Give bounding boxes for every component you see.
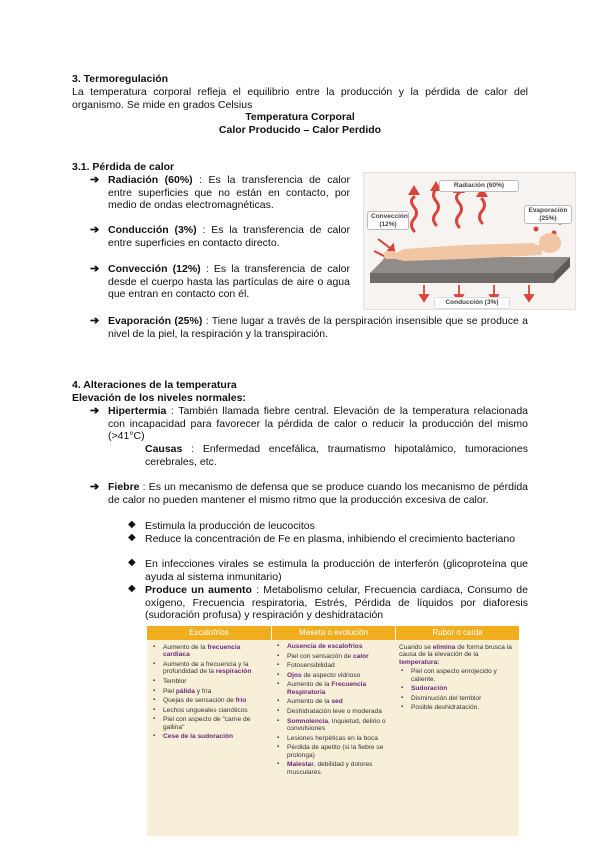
section-title-alteraciones: 4. Alteraciones de la temperatura: [72, 379, 237, 391]
arrow-icon: ➔: [90, 315, 100, 327]
formula-title: Temperatura Corporal: [245, 111, 355, 123]
conduccion-text: : Es la transferencia de calor entre superficies en contacto directo.: [108, 224, 350, 249]
list-item: ▪ Posible deshidratación.: [399, 704, 515, 711]
fever-phases-table: [147, 626, 519, 836]
list-item: ▪ Aumento de la frecuencia cardiaca: [151, 644, 267, 659]
hipertermia-paragraph: [108, 405, 528, 443]
list-item: ▪ Sudoración: [399, 685, 515, 692]
list-item: ▪ Lesiones herpéticas en la boca: [275, 735, 391, 742]
evaporacion-head: Evaporación (25%): [108, 315, 203, 327]
list-item: ▪ Aumento de a frecuencia y la profundidad de la respiración: [151, 661, 267, 676]
radiacion-head: Radiación (60%): [108, 174, 193, 186]
figure-label-radiacion: Radiación (60%): [439, 180, 519, 192]
conduccion-head: Conducción (3%): [108, 224, 197, 236]
conveccion-paragraph: [108, 263, 350, 301]
list-item: ▪ Aumento de la Frecuencia Respiratoria: [275, 681, 391, 696]
list-item: ▪ Fotosensibilidad: [275, 662, 391, 669]
diamond-bullet-icon: ◆: [128, 532, 136, 543]
diamond-bullet-icon: ◆: [128, 557, 136, 568]
bullet4-head: Produce un aumento: [145, 584, 252, 596]
figure-label-conveccion: Convección (12%): [367, 211, 409, 230]
table-header-meseta: Meseta o evolución: [271, 626, 395, 640]
table-column-escalofrios: [151, 644, 267, 743]
causas-paragraph: [145, 443, 528, 468]
list-item: ▪ Ausencia de escalofríos: [275, 643, 391, 650]
heat-loss-figure: [363, 172, 576, 310]
list-item: ▪ Disminución del temblor: [399, 695, 515, 702]
bullet4-text: : Metabolismo celular, Frecuencia cardiaca, Consumo de oxígeno, Frecuencia respiratoria, Estrés, Pérdida de líquidos por diaforesis (sudoración profusa) y respiración y deshidratación: [145, 584, 528, 621]
hipertermia-head: Hipertermia: [108, 405, 167, 417]
body-figure: [384, 233, 561, 261]
radiacion-text: : Es la transferencia de calor entre superficies que no están en contacto, por medio de ondas electromagnéticas.: [108, 174, 351, 211]
list-item: ▪ Piel con sensación de calor: [275, 653, 391, 660]
fiebre-bullet-4: [145, 584, 528, 622]
list-item: ▪ Quejas de sensación de frío: [151, 697, 267, 704]
table-header-rubor: Rubor o caída: [395, 626, 519, 640]
list-item: ▪ Malestar, debilidad y dolores musculares.: [275, 761, 391, 776]
arrow-icon: ➔: [90, 263, 100, 275]
arrow-icon: ➔: [90, 224, 100, 236]
list-item: ▪ Piel pálida y fría: [151, 688, 267, 695]
list-item: ▪ Deshidratación leve o moderada: [275, 708, 391, 715]
radiation-waves: [412, 189, 485, 231]
fiebre-bullet-3: En infecciones virales se estimula la producción de interferón (glicoproteína que ayuda al sistema inmunitario): [145, 558, 528, 583]
list-item: ▪ Aumento de la sed: [275, 698, 391, 705]
fiebre-paragraph: [108, 481, 528, 506]
hipertermia-text: : También llamada fiebre central. Elevación de la temperatura relacionada con incapacidad para favorecer la pérdida de calor o reducir la producción del mismo (>41°C): [108, 405, 529, 442]
fiebre-text: : Es un mecanismo de defensa que se produce cuando los mecanismo de pérdida de calor no pueden mantener el mismo ritmo que la producción excesiva de calor.: [108, 481, 528, 506]
evaporacion-paragraph: [108, 315, 528, 340]
list-item: ▪ Cese de la sudoración: [151, 733, 267, 740]
conduccion-paragraph: [108, 224, 350, 249]
evaporacion-text: : Tiene lugar a través de la perspiración insensible que se produce a nivel de la piel, la respiración y la transpiración.: [108, 315, 529, 340]
fiebre-bullet-1: Estimula la producción de leucocitos: [145, 520, 315, 532]
causas-head: Causas: [145, 443, 183, 455]
fiebre-head: Fiebre: [108, 481, 140, 493]
list-item: ▪ Piel con aspecto de "carne de gallina": [151, 716, 267, 731]
section-title-perdida-calor: 3.1. Pérdida de calor: [72, 161, 175, 173]
diamond-bullet-icon: ◆: [128, 519, 136, 530]
list-item: ▪ Ojos de aspecto vidrioso: [275, 672, 391, 679]
radiacion-paragraph: [108, 174, 350, 212]
section-subtitle-elevacion: Elevación de los niveles normales:: [72, 392, 246, 404]
rubor-intro: Cuando se elimina de forma brusca la causa de la elevación de la temperatura:: [399, 644, 512, 666]
table-header-escalofrios: Escalofríos: [147, 626, 271, 640]
table-column-meseta: [275, 643, 391, 778]
list-item: ▪ Somnolencia, Inquietud, delirio o convulsiones: [275, 718, 391, 733]
figure-label-evaporacion: Evaporación (25%): [524, 205, 572, 224]
conveccion-text: : Es la transferencia de calor desde el cuerpo hasta las partículas de aire o agua que entran en contacto con él.: [108, 263, 350, 300]
diamond-bullet-icon: ◆: [128, 583, 136, 594]
list-item: ▪ Pérdida de apetito (si la fiebre se prolonga): [275, 744, 391, 759]
fiebre-bullet-2: Reduce la concentración de Fe en plasma, inhibiendo el crecimiento bacteriano: [145, 533, 516, 545]
heat-loss-illustration: [364, 173, 576, 310]
conveccion-head: Convección (12%): [108, 263, 201, 275]
causas-text: : Enfermedad encefálica, traumatismo hipotalámico, tumoraciones cerebrales, etc.: [145, 443, 528, 468]
formula: Calor Producido – Calor Perdido: [218, 124, 382, 136]
list-item: ▪ Lechos ungueales cianóticos: [151, 707, 267, 714]
arrow-icon: ➔: [90, 481, 100, 493]
arrow-icon: ➔: [90, 405, 100, 417]
section-title-termoregulacion: 3. Termoregulación: [72, 73, 169, 85]
termoregulacion-intro: La temperatura corporal refleja el equilibrio entre la producción y la pérdida de calor del organismo. Se mide en grados Celsius: [72, 86, 528, 111]
table-column-rubor: [399, 644, 515, 714]
list-item: ▪ Temblor: [151, 678, 267, 685]
list-item: ▪ Piel con aspecto enrojecido y caliente.: [399, 668, 515, 683]
figure-label-conduccion: Conducción (3%): [434, 297, 510, 309]
arrow-icon: ➔: [90, 174, 100, 186]
